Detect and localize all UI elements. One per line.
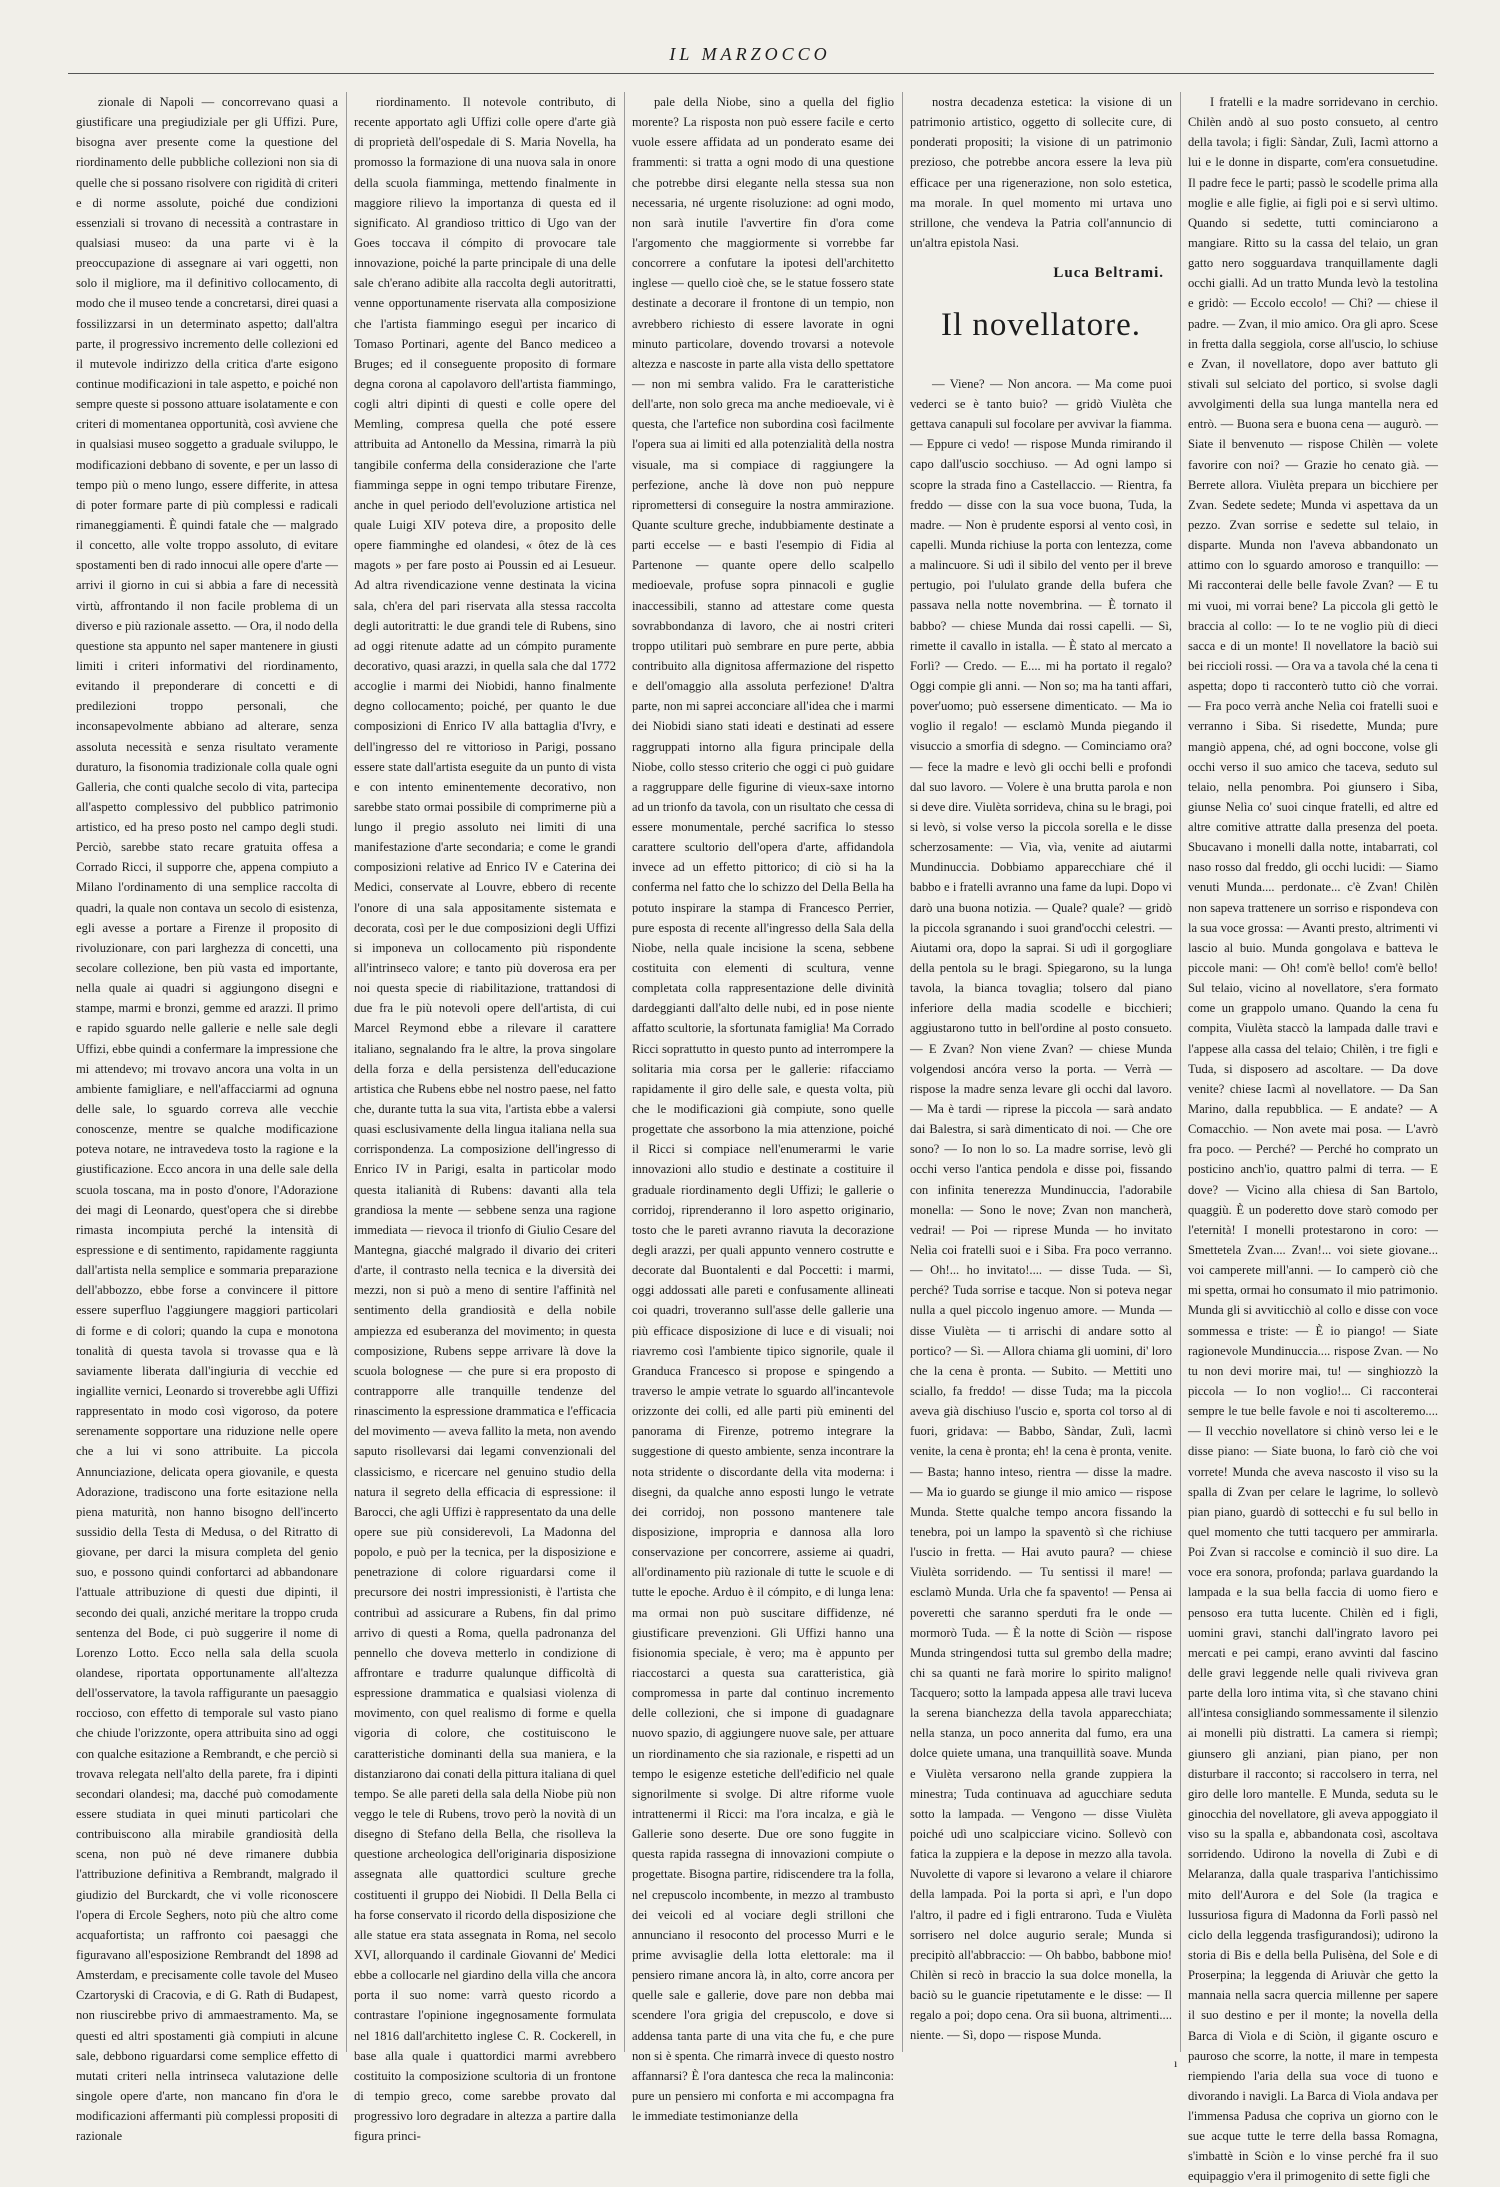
article-text: zionale di Napoli — concorrevano quasi a giustificare una pregiudiziale per gli Uffizi. Pure, bisogna aver presente come la questione del riordinamento delle pubbliche collezioni non sia di quelle che si possano risolvere con rigidità di criteri e di norme assolute, poiché due condizioni essenziali si trovano di necessità a contrastare in qualsiasi museo: da una parte vi è la preoccupazione di assegnare ai vari oggetti, non solo il migliore, ma il definitivo collocamento, di modo che il museo tende a concretarsi, direi quasi a fossilizzarsi in un determinato aspetto; dall'altra parte, il progressivo incremento delle collezioni ed il mutevole indirizzo della critica d'arte esigono continue modificazioni in tale aspetto, e poiché non sempre queste si possono attuare isolatamente e con criteri di momentanea opportunità, così avviene che in qualsiasi museo soggetto a graduale sviluppo, le modificazioni debbano di sovente, e per un lasso di tempo più o meno lungo, essere differite, in attesa di poter formare parte di più complessi e radicali rimaneggiamenti. È quindi fatale che — malgrado il concetto, alle volte troppo assoluto, di evitare spostamenti ben di rado innocui alle opere d'arte — arrivi il giorno in cui si abbia a fare di necessità virtù, affrontando il non facile problema di un diverso e più razionale assetto. — Ora, il nodo della questione sta appunto nel saper mantenere in giusti limiti i criteri informativi del riordinamento, evitando il preponderare di concetti e di predilezioni troppo personali, che inconsapevolmente abbiano ad alterare, senza assoluta necessità e senza risultato veramente duraturo, la fisonomia tradizionale colla quale ogni Galleria, che conti qualche secolo di vita, partecipa all'aspetto complessivo del pubblico patrimonio artistico, ed ha preso posto nel campo degli studi. Perciò, sarebbe stato recare gratuita offesa a Corrado Ricci, il supporre che, appena compiuto a Milano l'ordinamento di una semplice raccolta di quadri, la quale non contava un secolo di esistenza, egli avesse a portare a Firenze il proposito di rivoluzionare, con pari larghezza di concetti, una secolare collezione, ben più vasta ed importante, nella quale ai quadri si aggiungono disegni e stampe, marmi e bronzi, gemme ed arazzi. Il primo e rapido sguardo nelle gallerie e nelle sale degli Uffizi, ebbe quindi a confermare la impressione che mi attendevo; mi trovavo ancora una volta in un ambiente famigliare, e nell'affacciarmi ad ognuna delle sale, lo sguardo correva alle vecchie conoscenze, mentre se qualche modificazione poteva notare, ne intravedeva tosto la ragione e la giustificazione. Ecco ancora in una delle sale della scuola toscana, ma in posto d'onore, l'Adorazione dei magi di Leonardo, quest'opera che si direbbe rimasta incompiuta perché la intensità di espressione e di sentimento, rapidamente raggiunta dall'artista nella semplice e sommaria preparazione dell'abbozzo, ebbe forse a convincere il pittore essere superfluo l'aggiungere maggiori particolari di forme e di colori; quando la cupa e monotona tonalità di questa tavola si trovasse qua e là saviamente liberata dall'ingiuria di vecchie ed ingiallite vernici, Leonardo si troverebbe agli Uffizi rappresentato in modo così vigoroso, da potere serenamente sopportare una riduzione nelle opere che a lui vi sono attribuite. La piccola Annunciazione, delicata opera giovanile, e questa Adorazione, tradiscono una forte esitazione nella piena maturità, non hanno bisogno dell'incerto sussidio della Testa di Medusa, o del Ritratto di giovane, per darci la misura completa del genio suo, e possono quindi confortarci ad abbandonare l'attuale attribuzione di questi due dipinti, il secondo dei quali, anziché meritare la troppo cruda sentenza del Bode, ci può suggerire il nome di Lorenzo Lotto. Ecco nella sala della scuola olandese, riportata opportunamente all'altezza dell'osservatore, la tavola raffigurante un paesaggio roccioso, con effetto di temporale sul vasto piano che chiude l'orizzonte, opera attribuita sino ad oggi con qualche esitazione a Rembrandt, e che perciò si trovava relegata nell'alto della parete, fra i dipinti secondari olandesi; ma, dacché può comodamente essere studiata in quei minuti particolari che contribuiscono alla mirabile grandiosità della scena, non può né deve rimanere dubbia l'attribuzione definitiva a Rembrandt, malgrado il giudizio del Burckardt, che vi volle riconoscere l'opera di Ercole Seghers, noto più che altro come acquafortista; un raffronto coi paesaggi che figuravano all'esposizione Rembrandt del 1898 ad Amsterdam, e precisamente colle tavole del Museo Czartoryski di Cracovia, e di G. Rath di Budapest, non riuscirebbe privo di ammaestramento. Ma, se questi ed altri spostamenti già compiuti in alcune sale, debbono riguardarsi come semplice effetto di mutati criteri nella intrinseca valutazione delle singole opere d'arte, non mancano fin d'ora le modificazioni affermanti più complessi propositi di razionale	[76, 95, 338, 2144]
column-divider	[1180, 92, 1181, 2052]
story-text: I fratelli e la madre sorridevano in cerchio. Chilèn andò al suo posto consueto, al centro della tavola; i figli: Sàndar, Zulì, Iacmì attorno a lui e le donne in disparte, com'era consuetudine. Il padre fece le parti; passò le scodelle prima alla moglie e alle figlie, ai figli poi e si servì ultimo. Quando si sedette, tutti cominciarono a mangiare. Ritto su la cassa del telaio, un gran gatto nero sogguardava tranquillamente dagli occhi gialli. Ad un tratto Munda levò la testolina e gridò: — Eccolo eccolo! — Chi? — chiese il padre. — Zvan, il mio amico. Ora gli apro. Scese in fretta dalla seggiola, corse all'uscio, lo schiuse e Zvan, il novellatore, dopo aver battuto gli stivali sul selciato del portico, si svolse dagli avvolgimenti della sua lunga mantella nera ed entrò. — Buona sera e buona cena — augurò. — Siate il benvenuto — rispose Chilèn — volete favorire con noi? — Grazie ho cenato già. — Berrete allora. Viulèta prepara un bicchiere per Zvan. Sedete sedete; Munda vi aspettava da un pezzo. Zvan sorrise e sedette sul telaio, in disparte. Munda non l'aveva abbandonato un attimo con lo sguardo amoroso e tranquillo: — Mi racconterai delle belle favole Zvan? — E tu mi vuoi, mi vorrai bene? La piccola gli gettò le braccia al collo: — Io te ne voglio più di dieci sacca e di un monte! Il novellatore la baciò sui bei riccioli rossi. — Ora va a tavola ché la cena ti aspetta; dopo ti racconterò tutto ciò che vorrai. — Fra poco verrà anche Nelìa coi fratelli suoi e verranno i Siba. Si risedette, Munda; pure mangiò appena, ché, ad ogni boccone, volse gli occhi verso il suo amico che taceva, seduto sul telaio, nella penombra. Poi giunsero i Siba, giunse Nelìa co' suoi cinque fratelli, ed altre ed altre comitive attratte dalla presenza del poeta. Sbucavano i monelli dalla notte, intabarrati, col naso rosso dal freddo, gli occhi lucidi: — Siamo venuti Munda.... perdonate... c'è Zvan! Chilèn non sapeva trattenere un sorriso e rispondeva con la sua voce grossa: — Avanti presto, altrimenti vi lascio al buio. Munda gongolava e batteva le piccole mani: — Oh! com'è bello! com'è bello! Sul telaio, vicino al novellatore, s'era formato come un grappolo umano. Quando la cena fu compita, Viulèta staccò la lampada dalle travi e l'appese alla cassa del telaio; Chilèn, i tre figli e Tuda, si disposero ad ascoltare. — Da dove venite? chiese Iacmì al novellatore. — Da San Marino, dalla repubblica. — E andate? — A Comacchio. — Non avete mai posa. — L'avrò fra poco. — Perché? — Perché ho comprato un posticino anch'io, quattro palmi di terra. — E dove? — Vicino alla chiesa di San Bartolo, quaggiù. È un poderetto dove starò comodo per l'eternità! I monelli protestarono in coro: — Smettetela Zvan.... Zvan!... voi siete giovane... voi camperete mill'anni. — Io camperò ciò che mi spetta, ormai ho consumato il mio patrimonio. Munda gli si avviticchiò al collo e disse con voce sommessa e triste: — È io piango! — Siate ragionevole Mundinuccia.... rispose Zvan. — No tu non devi morire mai, tu! — singhiozzò la piccola — Io non voglio!... Ci racconterai sempre le tue belle favole e noi ti ascolteremo.... — Il vecchio novellatore si chinò verso lei e le disse piano: — Siate buona, lo farò ciò che voi vorrete! Munda che aveva nascosto il viso su la spalla di Zvan per celare le lagrime, lo sollevò pian piano, guardò di sottecchi e fu sul bello in quel momento che tutti tacquero per ammirarla. Poi Zvan si raccolse e cominciò il suo dire. La voce era sonora, profonda; parlava guardando la lampada e la sua bella faccia di uomo fiero e pensoso era tutta lucente. Chilèn ed i figli, uomini gravi, stanchi dall'ingrato lavoro pei mercati e pei campi, erano avvinti dal fascino delle gravi leggende nelle quali riviveva gran parte della loro intima vita, sì che stavano chini all'intesa consigliando sommessamente il silenzio ai monelli più distratti. La camera si riempì; giunsero gli anziani, pian piano, per non disturbare il racconto; si raccolsero in terra, nel giro delle loro mantelle. E Munda, seduta su le ginocchia del novellatore, gli aveva appoggiato il viso su la spalla e, abbandonata così, ascoltava sorridendo. Udirono la novella di Zubì e di Melaranza, dalla quale traspariva l'antichissimo mito dell'Aurora e del Sole (la tragica e lussuriosa figura di Madonna da Forlì passò nel ciclo della leggenda trasfigurandosi); udirono la storia di Bis e della bella Pulisèna, del Sole e di Proserpina; la leggenda di Ariuvàr che getto la mannaia nella sacra quercia millenne per sapere il suo destino e per il monte; la novella della Barca di Viola e di Sciòn, il gigante oscuro e pauroso che scorre, la notte, il mare in tempesta riempiendo l'aria della sua voce di tuono e divorando i navigli. La Barca di Viola andava per l'immensa Padusa che copriva un giorno con le sue acque tutte le terre della bassa Romagna, s'imbattè in Sciòn e lo vinse perché fra il suo equipaggio v'era il primogenito di sette figli che	[1188, 95, 1438, 2184]
column-divider	[624, 92, 625, 2052]
author-signature: Luca Beltrami.	[1053, 265, 1164, 282]
story-title: Il novellatore.	[940, 307, 1142, 344]
column-2	[354, 92, 616, 2144]
column-1	[76, 92, 338, 2144]
column-5	[1188, 92, 1438, 2184]
column-divider	[346, 92, 347, 2052]
masthead: IL MARZOCCO	[669, 44, 831, 64]
column-divider	[902, 92, 903, 2052]
article-text: pale della Niobe, sino a quella del figlio morente? La risposta non può essere facile e certo vuole essere affidata ad un ponderato esame dei frammenti: si tratta a ogni modo di una questione che potrebbe dirsi elegante nella stessa sua non necessaria, né urgente risoluzione: ad ogni modo, non sarà inutile l'avvertire fin d'ora come l'argomento che maggiormente si vorrebbe far concorrere a confutare la ipotesi dell'architetto inglese — quello cioè che, se le statue fossero state destinate a decorare il frontone di un tempio, non avrebbero richiesto di essere lavorate in ogni minuto particolare, dovendo trovarsi a notevole altezza e nascoste in parte alla vista dello spettatore — non mi sembra valido. Fra le caratteristiche dell'arte, non solo greca ma anche medioevale, vi è questa, che l'artefice non subordina così facilmente l'opera sua ai limiti ed alla potenzialità della nostra visuale, ma si compiace di raggiungere la perfezione, anche là dove non può neppure ripromettersi di conseguire la nostra ammirazione. Quante sculture greche, indubbiamente destinate a parti eccelse — e basti l'esempio di Fidia al Partenone — quante opere dello scalpello medioevale, profuse sopra pinnacoli e guglie inaccessibili, stanno ad attestare come questa sovrabbondanza di lavoro, che ai nostri criteri troppo utilitari può sembrare en pure perte, abbia contribuito alla dignitosa affermazione del rispetto e dell'omaggio alla assoluta perfezione! D'altra parte, non mi saprei acconciare all'idea che i marmi dei Niobidi siano stati ideati e destinati ad essere raggruppati intorno alla figura principale della Niobe, collo stesso criterio che oggi ci può guidare a raggruppare delle figurine di vieux-saxe intorno ad un trionfo da tavola, con un risultato che cessa di essere monumentale, perché sacrifica lo stesso carattere scultorio dell'opera d'arte, affidandola invece ad un effetto pittorico; di ciò si ha la conferma nel fatto che lo schizzo del Della Bella ha potuto inspirare la stampa di Francesco Perrier, pure esposta di recente all'ingresso della Sala della Niobe, nella quale incisione la scena, sebbene costituita con elementi di scultura, venne completata colla rappresentazione delle divinità dardeggianti dall'alto delle nubi, ed in pose niente affatto scultorie, la sfortunata famiglia! Ma Corrado Ricci soprattutto in questo punto ad interrompere la solitaria mia corsa per le gallerie: rifacciamo rapidamente il giro delle sale, e questa volta, più che le modificazioni già compiute, sono quelle progettate che assorbono la mia attenzione, poiché il Ricci si compiace nell'enumerarmi le varie innovazioni allo studio e destinate a costituire il graduale riordinamento degli Uffizi; le gallerie o corridoj, riprenderanno il loro aspetto originario, tosto che le pareti avranno riavuta la decorazione degli arazzi, per quali appunto vennero costrutte e decorate dal Buontalenti e dal Poccetti: i marmi, oggi addossati alle pareti e confusamente allineati coi quadri, troveranno sull'asse delle gallerie una più efficace disposizione di luce e di visuali; noi riavremo così l'ambiente tipico signorile, quale il Granduca Francesco si propose e spingendo a traverso le ampie vetrate lo sguardo all'incantevole orizzonte dei colli, ed alle parti più eminenti del panorama di Firenze, potremo integrare la suggestione di questo ambiente, senza incontrare la nota stridente o discordante della vita moderna: i disegni, da qualche anno esposti lungo le vetrate dei corridoj, non possono mantenere tale disposizione, impropria e dannosa alla loro conservazione per concorrere, assieme ai quadri, all'ordinamento più razionale di tutte le scuole e di tutte le epoche. Arduo è il cómpito, e di lunga lena: ma ormai non può suscitare diffidenze, né giustificare prevenzioni. Gli Uffizi hanno una fisionomia speciale, è vero; ma è appunto per riaccostarci a questa sua caratteristica, già compromessa in parte dal continuo incremento delle collezioni, che si impone di guadagnare nuovo spazio, di aggiungere nuove sale, per attuare un riordinamento che sia razionale, e rispetti ad un tempo le esigenze estetiche dell'edificio nel quale signorilmente si svolge. Di altre riforme vuole intrattenermi il Ricci: ma l'ora incalza, e già le Gallerie sono deserte. Due ore sono fuggite in questa rapida rassegna di innovazioni compiute o progettate. Bisogna partire, ridiscendere tra la folla, nel crepuscolo incombente, in mezzo al trambusto dei veicoli ed al vociare degli strilloni che annunciano il resoconto del processo Murri e le prime avvisaglie della lotta elettorale: ma il pensiero rimane ancora là, in alto, corre ancora per quelle sale e gallerie, dove pare non debba mai scendere l'ora grigia del crepuscolo, e dove si addensa tanta parte di una vita che fu, e che pure non si è spenta. Che rimarrà invece di questo nostro affannarsi? È l'ora dantesca che reca la malinconia: pure un pensiero mi conforta e mi accompagna fra le immediate testimonianze della	[632, 95, 894, 2124]
column-4	[910, 92, 1172, 2060]
article-text: nostra decadenza estetica: la visione di un patrimonio artistico, oggetto di sollecite cure, di ponderati propositi; la visione di un patrimonio prezioso, che potrebbe ancora essere la leva più efficace per una rigenerazione, non solo estetica, ma morale. In quel momento mi urtava uno strillone, che vendeva la Patria coll'annuncio di un'altra epistola Nasi.	[910, 95, 1172, 250]
story-text: — Viene? — Non ancora. — Ma come puoi vederci se è tanto buio? — gridò Viulèta che gettava canapuli sul focolare per avvivar la fiamma. — Eppure ci vedo! — rispose Munda rimirando il capo dall'uscio socchiuso. — Ad ogni lampo si scopre la strada fino a Castellaccio. — Rientra, fa freddo — disse con la sua voce buona, Tuda, la madre. — Non è prudente esporsi al vento così, in capelli. Munda richiuse la porta con lentezza, come a malincuore. Si udì il sibilo del vento per il breve pertugio, poi l'ululato grande della bufera che passava nella notte novembrina. — È tornato il babbo? — chiese Munda dai rossi capelli. — Sì, rimette il cavallo in istalla. — È stato al mercato a Forlì? — Credo. — E.... mi ha portato il regalo? Oggi compie gli anni. — Non so; ma ha tanti affari, pover'uomo; può essersene dimenticato. — Ma io voglio il regalo! — esclamò Munda piegando il visuccio a smorfia di sdegno. — Cominciamo ora? — fece la madre e levò gli occhi belli e profondi dal suo lavoro. — Volere è una brutta parola e non si deve dire. Viulèta sorrideva, china su le bragi, poi si levò, si volse verso la piccola sorella e le disse scherzosamente: — Vìa, vìa, venite ad aiutarmi Mundinuccia. Dobbiamo apparecchiare ché il babbo e i fratelli avranno una fame da lupi. Dopo vi darò una buona notizia. — Quale? quale? — gridò la piccola sgranando i suoi grand'occhi celestri. — Aiutami ora, dopo la saprai. Si udì il gorgogliare della pentola su le bragi. Spiegarono, su la lunga tavola, la bianca tovaglia; tolsero dal piano inferiore della madia scodelle e bicchieri; aggiustarono tutto in bell'ordine al posto consueto. — E Zvan? Non viene Zvan? — chiese Munda volgendosi ancóra verso la porta. — Verrà — rispose la madre senza levare gli occhi dal lavoro. — Ma è tardi — riprese la piccola — sarà andato dai Balestra, si sarà dimenticato di noi. — Che ore sono? — Io non lo so. La madre sorrise, levò gli occhi verso l'antica pendola e disse poi, fissando con infinita tenerezza Mundinuccia, l'adorabile monella: — Sono le nove; Zvan non mancherà, vedrai! — Poi — riprese Munda — ho invitato Nelìa coi fratelli suoi e i Siba. Fra poco verranno. — Oh!... ho invitato!.... — disse Tuda. — Sì, perché? Tuda sorrise e tacque. Non si poteva negar nulla a quel piccolo ingenuo amore. — Munda — disse Viulèta — ti arrischi di andare sotto al portico? — Sì. — Allora chiama gli uomini, di' loro che la cena è pronta. — Subito. — Mettiti uno sciallo, fa freddo! — disse Tuda; ma la piccola aveva già dischiuso l'uscio e, sporta col torso al di fuori, gridava: — Babbo, Sàndar, Zulì, lacmì venite, la cena è pronta; eh! la cena è pronta, venite. — Basta; hanno inteso, rientra — disse la madre. — Ma io guardo se giunge il mio amico — rispose Munda. Stette qualche tempo ancora fissando la tenebra, poi un lampo la spaventò sì che richiuse l'uscio in fretta. — Hai avuto paura? — chiese Viulèta sorridendo. — Tu sentissi il mare! — esclamò Munda. Urla che fa spavento! — Pensa ai poveretti che saranno sperduti fra le onde — mormorò Tuda. — È la notte di Sciòn — rispose Munda stringendosi tutta sul grembo della madre; chi sa quanti ne farà morire lo spirito maligno! Tacquero; sotto la lampada appesa alle travi luceva la serena bianchezza della tavola apparecchiata; nella stanza, un poco annerita dal fumo, era una dolce quiete umana, una tranquillità soave. Munda e Viulèta versarono nella grande zuppiera la minestra; Tuda continuava ad agucchiare seduta sotto la lampada. — Vengono — disse Viulèta poiché udì uno scalpicciare vicino. Sollevò con fatica la zuppiera e la depose in mezzo alla tavola. Nuvolette di vapore si levarono a velare il chiarore della lampada. Poi la porta si aprì, e l'un dopo l'altro, il padre ed i figli entrarono. Tuda e Viulèta sorrisero nel dolce augurio serale; Munda si precipitò all'abbraccio: — Oh babbo, babbone mio! Chilèn si recò in braccio la sua dolce monella, la baciò su le guancie ripetutamente e le disse: — Il regalo a poi; dopo cena. Ora siì buona, altrimenti.... niente. — Sì, dopo — rispose Munda.	[910, 376, 1173, 2043]
page-mark: ı	[1174, 2056, 1178, 2070]
column-3	[632, 92, 894, 2124]
masthead-rule	[68, 73, 1434, 74]
article-text: riordinamento. Il notevole contributo, di recente apportato agli Uffizi colle opere d'arte già di proprietà dell'ospedale di S. Maria Novella, ha promosso la formazione di una nuova sala in onore della scuola fiamminga, mettendo finalmente in maggiore rilievo la importanza di questa ed il significato. Al grandioso trittico di Ugo van der Goes toccava il cómpito di provocare tale innovazione, poiché la parte principale di una delle sale ch'erano adibite alla raccolta degli autoritratti, venne opportunamente riservata alla composizione che l'artista fiammingo eseguì per incarico di Tomaso Portinari, agente del Banco mediceo a Bruges; ed il conseguente proposito di formare degna corona al capolavoro dell'artista fiammingo, cogli altri dipinti di questi e colle opere del Memling, compresa quella che poté essere attribuita ad Antonello da Messina, rimarrà la più tangibile conferma della considerazione che l'arte fiamminga seppe in ogni tempo tributare Firenze, anche in quel periodo dell'evoluzione artistica nel quale Luigi XIV poteva dire, a proposito delle opere fiamminghe ed olandesi, « ôtez de là ces magots » per fare posto ai Poussin ed ai Lesueur. Ad altra rivendicazione venne destinata la vicina sala, ch'era del pari riservata alla stessa raccolta degli autoritratti: le due grandi tele di Rubens, sino ad oggi ritenute adatte ad un cómpito puramente decorativo, quasi arazzi, in quella sala che dal 1772 accoglie i marmi dei Niobidi, hanno finalmente degno collocamento; poiché, per quanto le due composizioni di Enrico IV alla battaglia d'Ivry, e dell'ingresso del re vittorioso in Parigi, possano essere state dall'artista eseguite da un punto di vista e con intento eminentemente decorativo, non sarebbe stato ormai possibile di comprimerne più a lungo il pregio assoluto nei limiti di una manifestazione d'arte secondaria; e come le grandi composizioni relative ad Enrico IV e Caterina dei Medici, conservate al Louvre, ebbero di recente l'onore di una sala appositamente sistemata e decorata, così per le due composizioni degli Uffizi si imponeva un collocamento più rispondente all'intrinseco valore; e tanto più doverosa era per noi questa specie di riabilitazione, trattandosi di due fra le più notevoli opere dell'artista, di cui Marcel Reymond ebbe a rilevare il carattere italiano, segnalando fra le altre, la prova singolare della forza e della persistenza dell'educazione artistica che Rubens ebbe nel nostro paese, nel fatto che, durante tutta la sua vita, l'artista ebbe a valersi quasi esclusivamente della lingua italiana nella sua corrispondenza. La composizione dell'ingresso di Enrico IV in Parigi, esalta in particolar modo questa italianità di Rubens: davanti alla tela grandiosa la mente — sebbene senza una ragione immediata — rievoca il trionfo di Giulio Cesare del Mantegna, giacché malgrado il divario dei criteri d'arte, il contrasto nella tecnica e la diversità dei mezzi, non si può a meno di sentire l'affinità nel sentimento della grandiosità e della nobile ampiezza ed esuberanza del movimento; in questa composizione, Rubens seppe arrivare là dove la scuola bolognese — che pure si era proposto di contrapporre alle tranquille tendenze del rinascimento la espressione drammatica e l'efficacia del movimento — aveva fallito la meta, non avendo saputo risollevarsi dai legami convenzionali del classicismo, e ricercare nel genuino studio della natura il segreto della efficacia di espressione: il Barocci, che agli Uffizi è rappresentato da una delle opere sue più considerevoli, La Madonna del popolo, e può per la tecnica, per la disposizione e penetrazione di colore riguardarsi come il precursore dei nostri impressionisti, è l'artista che contribuì ad assicurare a Rubens, fin dal primo arrivo di questi a Roma, quella padronanza del pennello che doveva metterlo in condizione di affrontare e tradurre qualunque difficoltà di espressione drammatica e qualsiasi violenza di movimento, con quel realismo di forme e quella vigoria di colore, che costituiscono le caratteristiche dominanti della sua maniera, e la distanziarono dai conati della pittura italiana di quel tempo. Se alle pareti della sala della Niobe più non veggo le tele di Rubens, trovo però la novità di un disegno di Stefano della Bella, che risolleva la questione archeologica dell'originaria disposizione assegnata alle quattordici sculture greche costituenti il gruppo dei Niobidi. Il Della Bella ci ha forse conservato il ricordo della disposizione che alle statue era stata assegnata in Roma, nel secolo XVI, allorquando il cardinale Giovanni de' Medici ebbe a collocarle nel giardino della villa che ancora porta il suo nome: varrà questo ricordo a contrastare l'opinione ingegnosamente formulata nel 1816 dall'architetto inglese C. R. Cockerell, in base alla quale i quattordici marmi avrebbero costituito la composizione scultoria di un frontone di tempio greco, come sarebbe provato dal progressivo loro degradare in altezza a partire dalla figura princi-	[354, 95, 616, 2144]
